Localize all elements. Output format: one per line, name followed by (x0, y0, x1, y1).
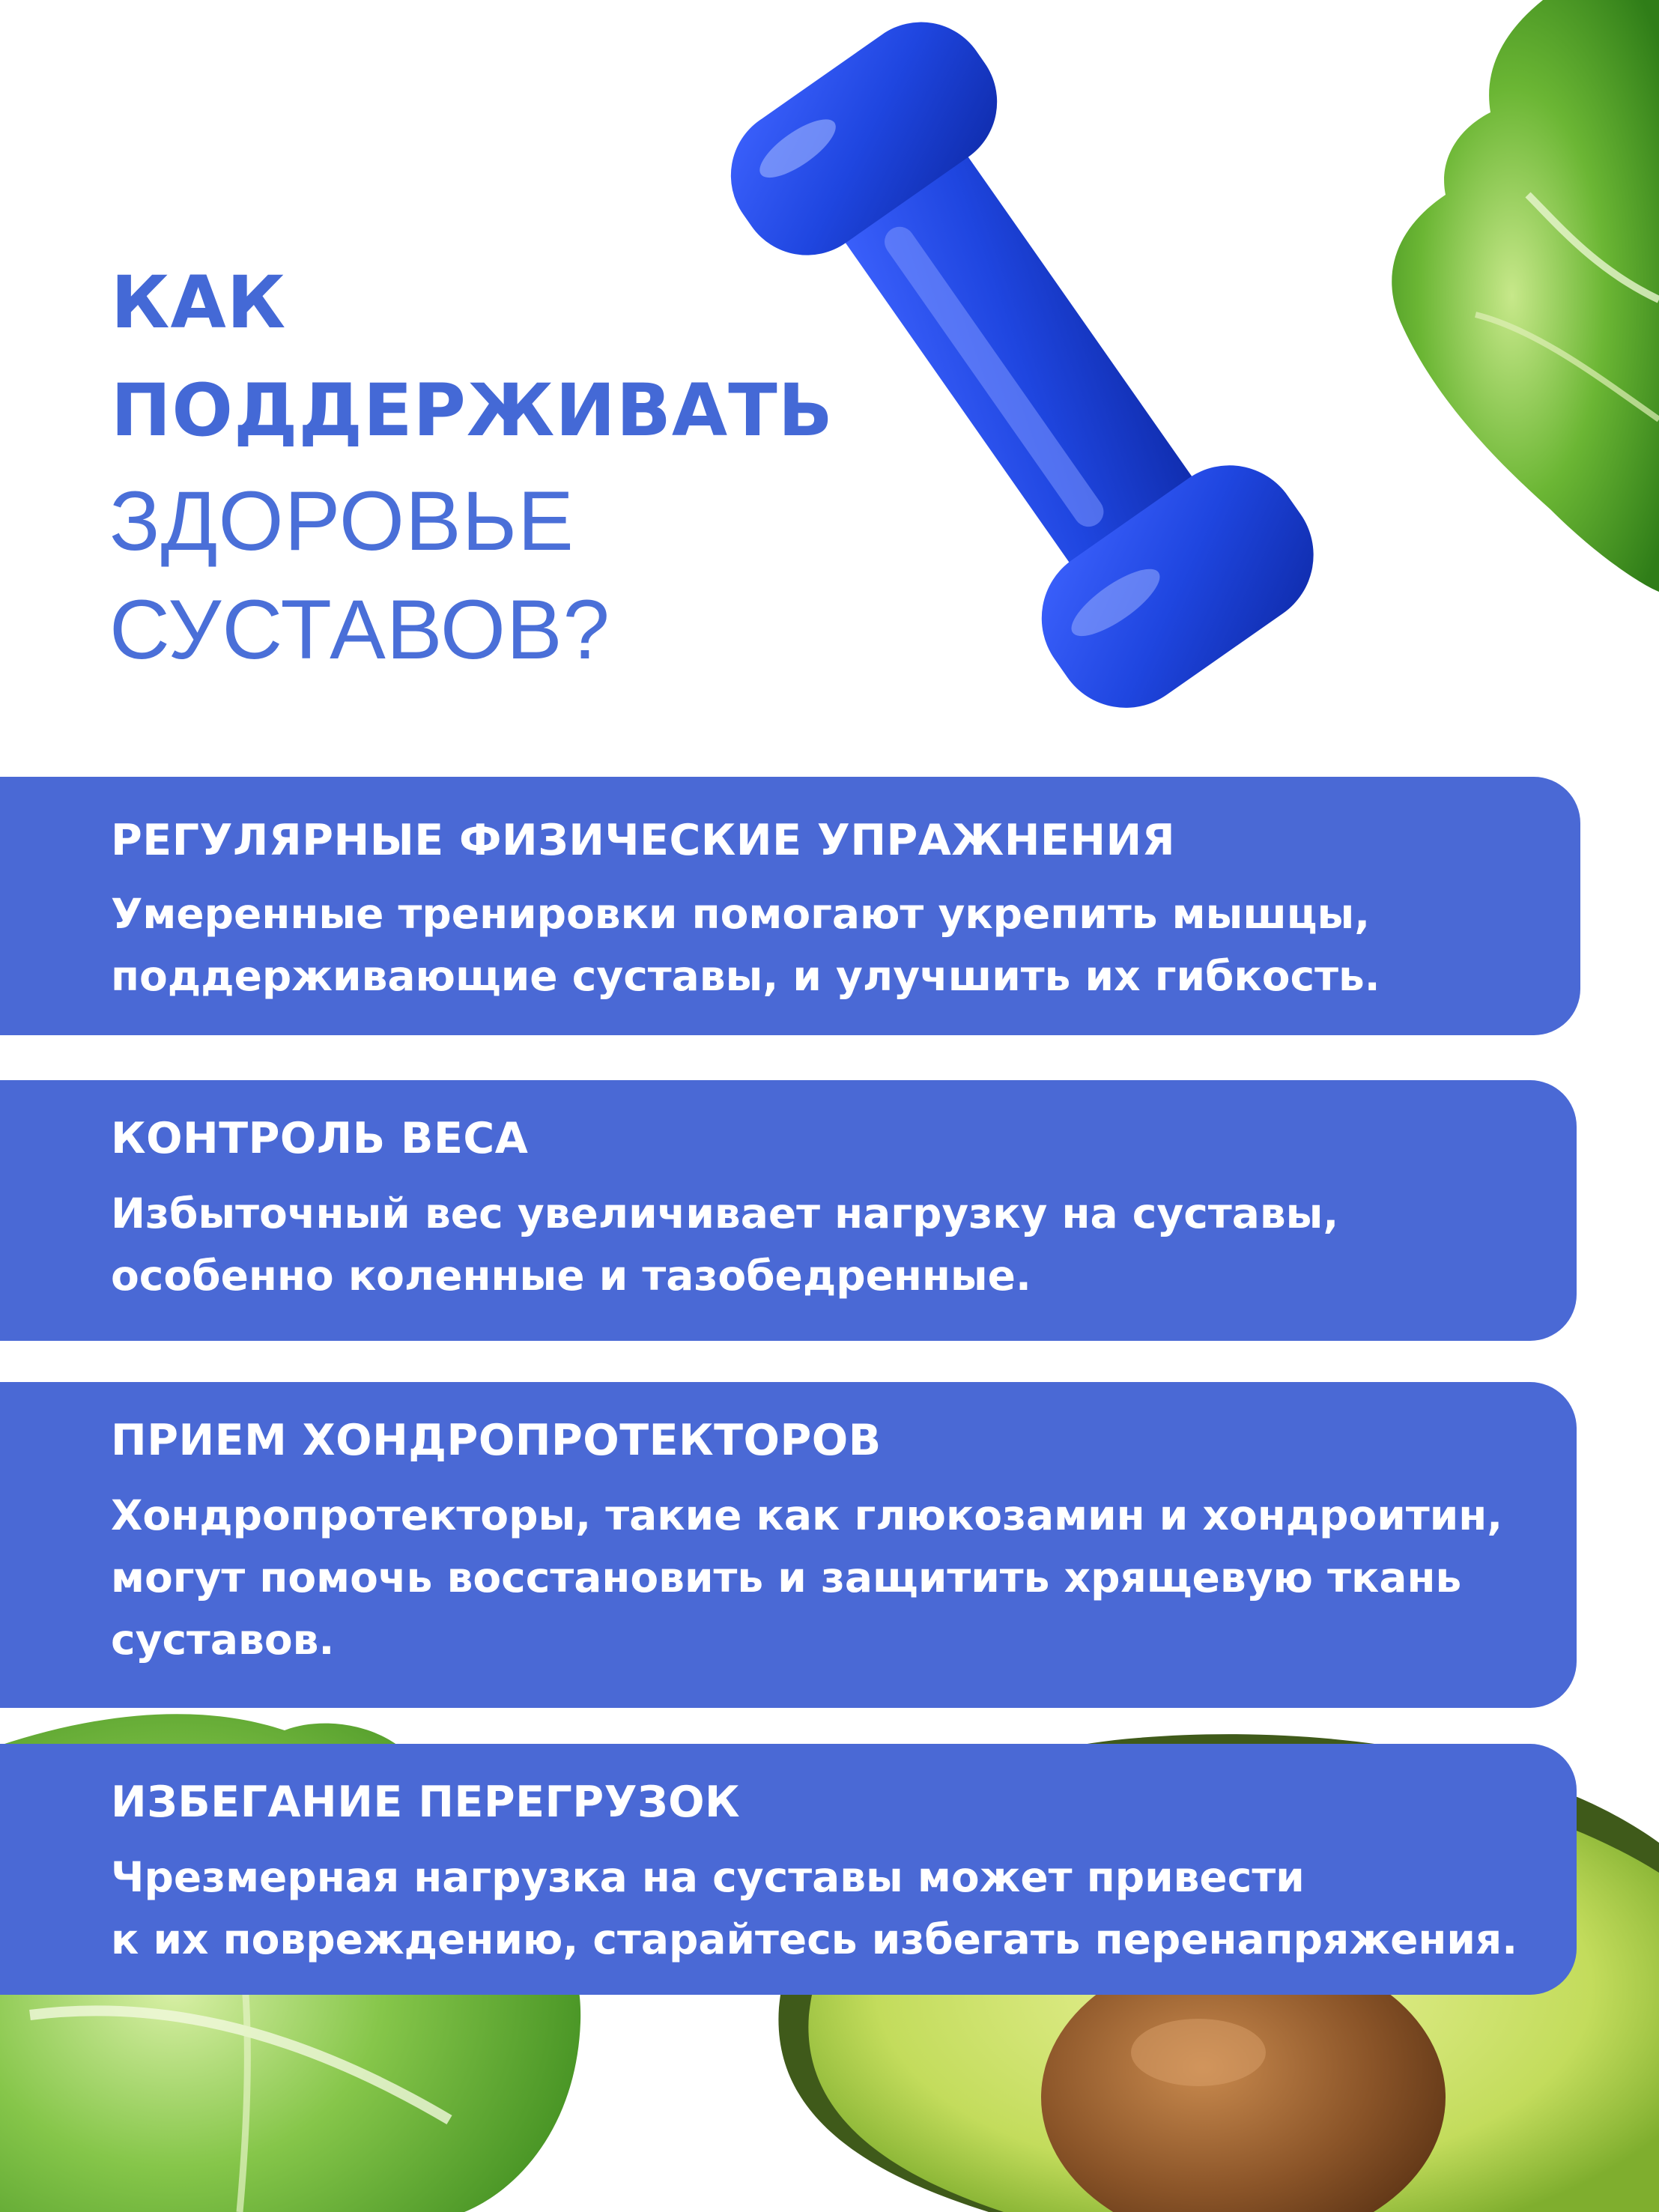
tip-text-line: особенно коленные и тазобедренные. (111, 1252, 1031, 1300)
tip-text (111, 1183, 1577, 1307)
tip-card-chondroprotectors (0, 1382, 1577, 1708)
tip-text-line: Избыточный вес увеличивает нагрузку на суставы, (111, 1190, 1339, 1237)
tip-text-line: к их повреждению, старайтесь избегать перенапряжения. (111, 1915, 1518, 1963)
tip-text-line: Чрезмерная нагрузка на суставы может привести (111, 1853, 1305, 1901)
tip-text-line: Умеренные тренировки помогают укрепить мышцы, (111, 890, 1371, 938)
tip-text (111, 883, 1580, 1007)
title-line-4: СУСТАВОВ? (109, 583, 610, 676)
tip-text-line: суставов. (111, 1616, 335, 1664)
tip-text-line: поддерживающие суставы, и улучшить их гибкость. (111, 952, 1380, 1000)
title-line-1: КАК (111, 261, 287, 345)
tip-text-line: могут помочь восстановить и защитить хрящевую ткань (111, 1554, 1462, 1602)
tip-text-line: Хондропротекторы, такие как глюкозамин и хондроитин, (111, 1491, 1503, 1539)
lettuce-top-right-image (1371, 0, 1659, 599)
tip-card-weight (0, 1080, 1577, 1341)
tip-heading: РЕГУЛЯРНЫЕ ФИЗИЧЕСКИЕ УПРАЖНЕНИЯ (111, 816, 1176, 865)
tip-heading: КОНТРОЛЬ ВЕСА (111, 1114, 529, 1163)
tip-text (111, 1485, 1577, 1671)
tip-card-exercise (0, 777, 1580, 1035)
tip-heading: ИЗБЕГАНИЕ ПЕРЕГРУЗОК (111, 1778, 741, 1827)
title-line-3: ЗДОРОВЬЕ (109, 474, 574, 568)
dumbbell-image (659, 0, 1408, 734)
tip-card-overload (0, 1744, 1577, 1995)
tip-heading: ПРИЕМ ХОНДРОПРОТЕКТОРОВ (111, 1416, 882, 1465)
title-line-2: ПОДДЕРЖИВАТЬ (111, 369, 834, 452)
tip-text (111, 1846, 1577, 1971)
